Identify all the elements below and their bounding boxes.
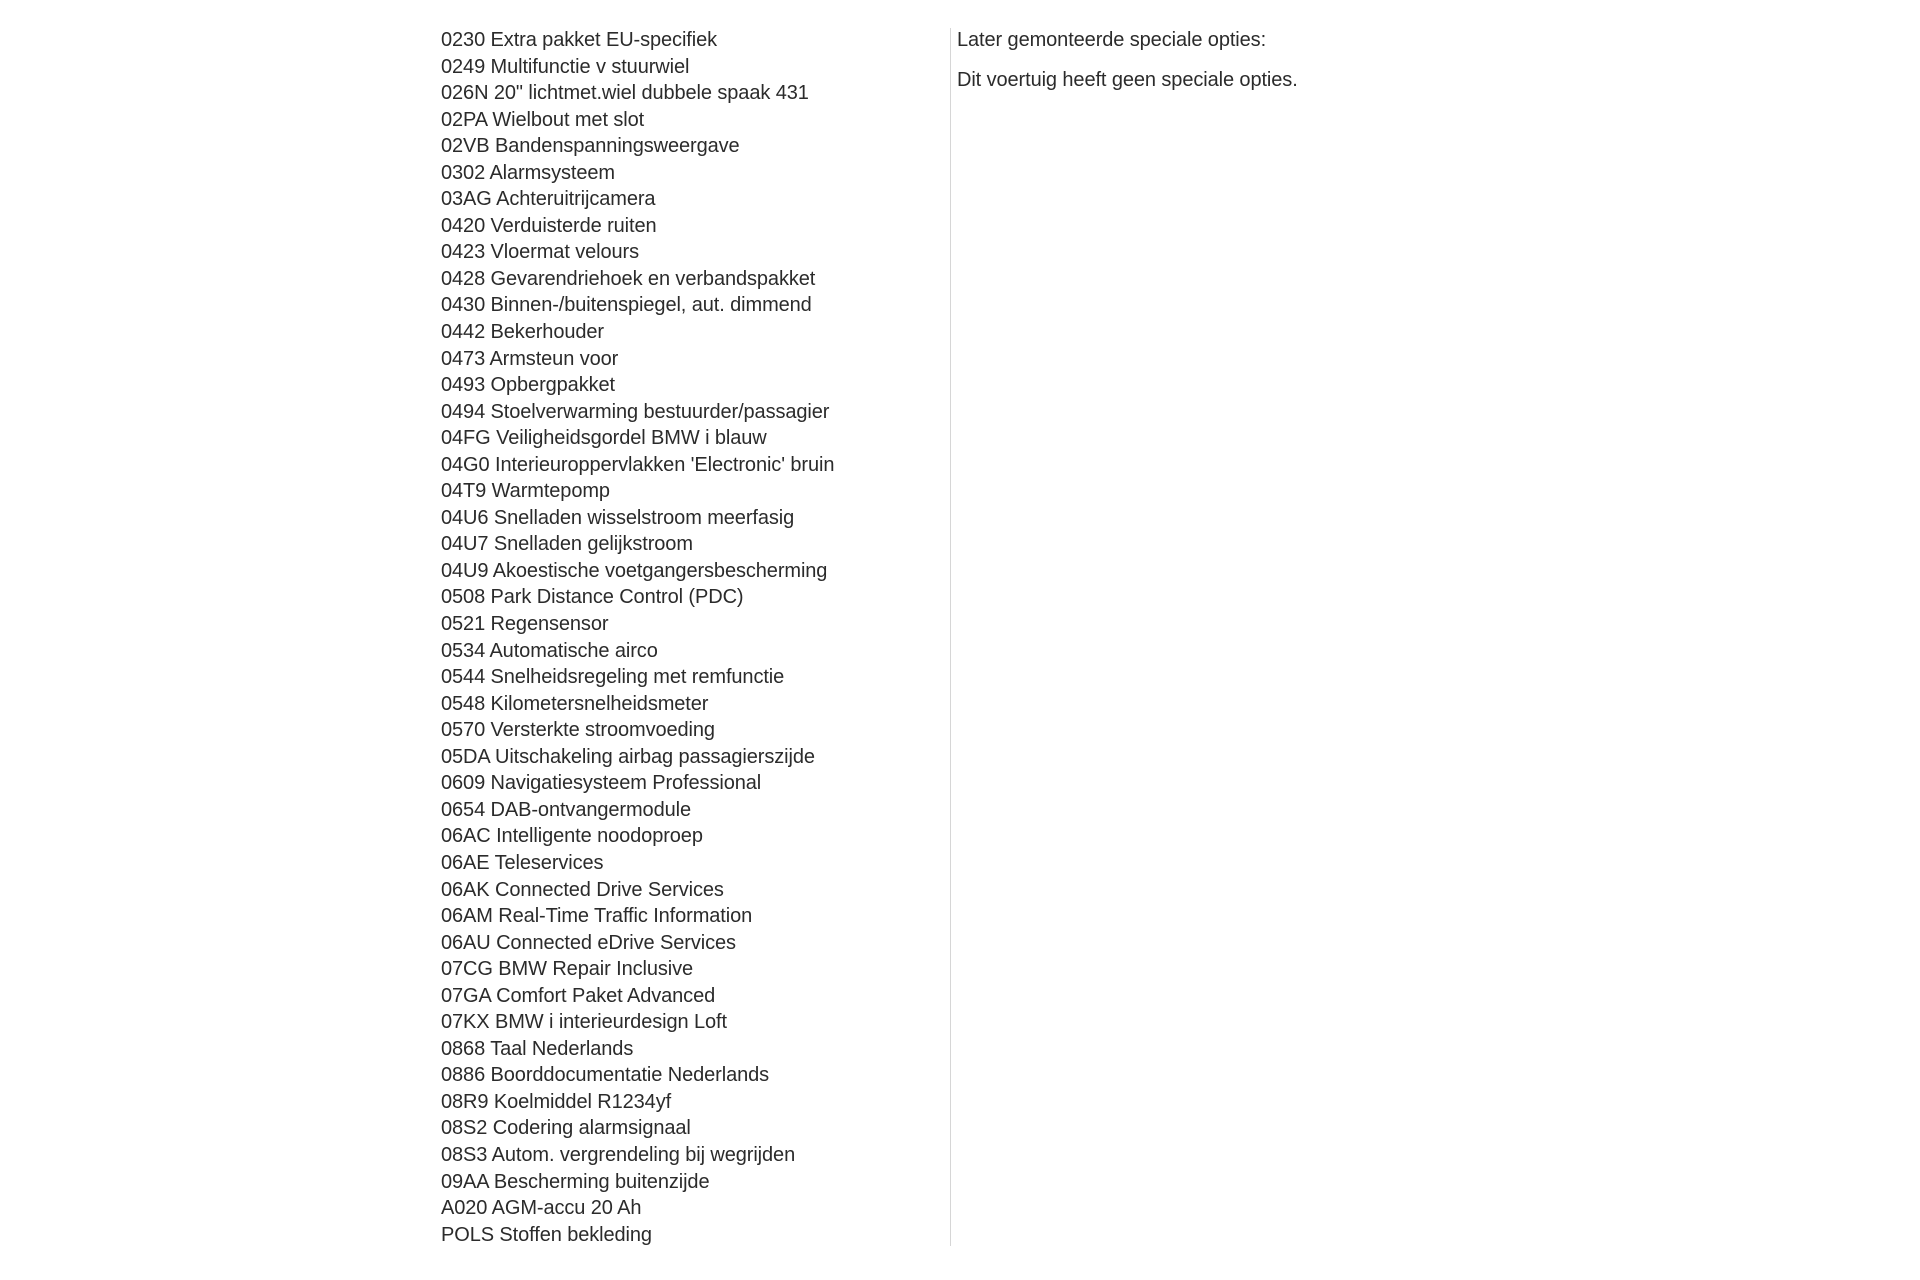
option-item: 05DA Uitschakeling airbag passagierszijde (441, 745, 815, 768)
option-item: 0544 Snelheidsregeling met remfunctie (441, 666, 785, 689)
option-item: 06AU Connected eDrive Services (441, 931, 736, 954)
option-item: 0521 Regensensor (441, 613, 609, 636)
option-item: 0302 Alarmsysteem (441, 161, 615, 184)
option-item: 0534 Automatische airco (441, 639, 658, 662)
option-item: 06AM Real-Time Traffic Information (441, 905, 753, 928)
option-item: 09AA Bescherming buitenzijde (441, 1170, 710, 1193)
option-item: 07CG BMW Repair Inclusive (441, 958, 694, 981)
option-item: 07GA Comfort Paket Advanced (441, 984, 716, 1007)
retrofit-options-panel (957, 27, 1298, 93)
option-item: 0420 Verduisterde ruiten (441, 214, 657, 237)
option-item: 0570 Versterkte stroomvoeding (441, 719, 715, 742)
option-item: 0423 Vloermat velours (441, 241, 640, 264)
option-item: 04T9 Warmtepomp (441, 480, 610, 503)
option-item: 0249 Multifunctie v stuurwiel (441, 55, 690, 78)
option-item: 03AG Achteruitrijcamera (441, 188, 656, 211)
retrofit-options-heading: Later gemonteerde speciale opties: (957, 29, 1267, 51)
option-item: 0230 Extra pakket EU-specifiek (441, 29, 718, 51)
option-item: 0868 Taal Nederlands (441, 1037, 634, 1060)
option-item: 04U9 Akoestische voetgangersbescherming (441, 559, 828, 582)
option-item: 04G0 Interieuroppervlakken 'Electronic' bruin (441, 453, 835, 476)
option-item: 0494 Stoelverwarming bestuurder/passagier (441, 400, 830, 423)
option-item: 0430 Binnen-/buitenspiegel, aut. dimmend (441, 294, 812, 317)
option-item: 0548 Kilometersnelheidsmeter (441, 692, 709, 715)
option-item: 0508 Park Distance Control (PDC) (441, 586, 744, 609)
option-item: 0609 Navigatiesysteem Professional (441, 772, 762, 795)
option-item: 0442 Bekerhouder (441, 321, 604, 344)
option-item: 0654 DAB-ontvangermodule (441, 798, 691, 821)
option-item: 04FG Veiligheidsgordel BMW i blauw (441, 427, 767, 450)
factory-options-list (441, 27, 834, 1248)
option-item: 04U6 Snelladen wisselstroom meerfasig (441, 506, 795, 529)
retrofit-options-text: Dit voertuig heeft geen speciale opties. (957, 69, 1298, 91)
option-item: A020 AGM-accu 20 Ah (441, 1197, 642, 1220)
option-item: 02VB Bandenspanningsweergave (441, 135, 740, 158)
option-item: 0493 Opbergpakket (441, 374, 615, 397)
option-item: 08S2 Codering alarmsignaal (441, 1117, 691, 1140)
option-item: 06AE Teleservices (441, 851, 604, 874)
option-item: 08R9 Koelmiddel R1234yf (441, 1090, 672, 1113)
option-item: 0473 Armsteun voor (441, 347, 619, 370)
option-item: 026N 20" lichtmet.wiel dubbele spaak 431 (441, 82, 809, 105)
option-item: 02PA Wielbout met slot (441, 108, 645, 131)
option-item: POLS Stoffen bekleding (441, 1223, 652, 1246)
option-item: 08S3 Autom. vergrendeling bij wegrijden (441, 1143, 796, 1166)
option-item: 07KX BMW i interieurdesign Loft (441, 1011, 727, 1034)
option-item: 0428 Gevarendriehoek en verbandspakket (441, 267, 816, 290)
option-item: 06AK Connected Drive Services (441, 878, 724, 901)
option-item: 04U7 Snelladen gelijkstroom (441, 533, 693, 556)
option-item: 0886 Boorddocumentatie Nederlands (441, 1064, 770, 1087)
option-item: 06AC Intelligente noodoproep (441, 825, 703, 848)
column-divider (950, 28, 951, 1246)
